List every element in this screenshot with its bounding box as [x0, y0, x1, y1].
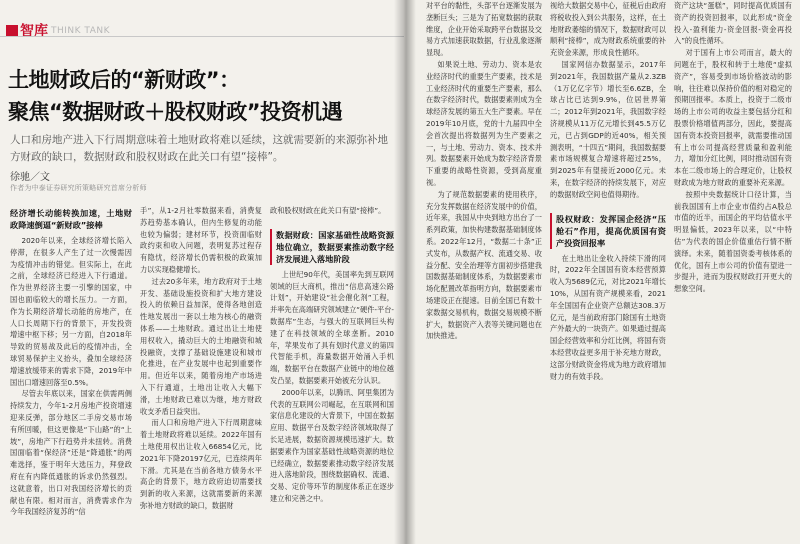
article-title [8, 64, 400, 128]
paragraph: 资产这块“蛋糕”，同时提高优质国有资产的投资回报率，以此形成“资金投入-盈利能力-资金回报-资金再投入”的良性循环。 [674, 1, 792, 46]
paragraph: 上世纪90年代，美国率先到互联网领域的巨大商机，推出“信息高速公路计划”，开始建设“社会催化剂”工程，并率先在高端研究领域建立“硬件-平台-数据库”生态，与强大的互联网巨头构建了在科技领域的全球垄断。2010年，苹果发布了具有划时代意义的第四代智能手机，海量数据开始涌入手机端，数据平台在数据产业链中的地位越发凸显，数据要素开始被充分认识。 [270, 269, 394, 385]
paragraph: 政和股权财政在此关口有望“接棒”。 [270, 206, 386, 215]
left-column-3 [270, 205, 394, 544]
title-line-2: 聚焦“数据财政＋股权财政”投资机遇 [8, 100, 343, 124]
paragraph: 2000年以来，以腾讯、阿里集团为代表的互联网公司崛起，在互联网和国家信息化建设的大背景下，中国在数据应用、数据平台及数字经济领域取得了长足进展，数据资源规模迅速扩大。数据要素作为国家基础性战略资源的地位已经确立，数据要素推动数字经济发展进入落地阶段，围绕数据确权、流通、交易、定价等环节的制度体系正在逐步建立和完善之中。 [270, 387, 394, 503]
paragraph: 对平台的黏性，头部平台逐渐发展为垄断巨头；三是为了拓宽数据的获取维度，企业开始采取跨平台数据及交易方式加速获取数据，行业乱象逐渐显现。 [426, 1, 542, 58]
left-column-1 [10, 205, 132, 544]
section-name-en: THINK TANK [51, 25, 111, 36]
paragraph: 按照中央数据统计口径计算，当前我国国有上市企业市值约占A股总市值的近半，而国企的平均估值水平明显偏低，2023年以来，以“中特估”为代表的国企价值重估行情不断演绎。未来，随着国资委考核体系的优化，国有上市公司的价值有望进一步提升，进而为股权财政打开更大的想象空间。 [674, 189, 792, 294]
subhead: 股权财政：发挥国企经济“压舱石”作用，提高优质国有资产投资回报率 [550, 213, 666, 249]
paragraph: 尽管去年底以来，国家在供需两侧持续发力，今年1-2月房地产投资增速迎来反弹，部分地区二手房交易市场有所回暖，但这更像是“下山路”的“上坡”，房地产下行趋势并未扭转。消费国面临着“保经济”还是“降通胀”的两难选择，鉴于明年大选压力，拜登政府在有内降低通胀的诉求仍然强烈。这就意着，出口对我国经济增长的贡献也有限。相对而言，消费需求作为今年我国经济复苏的“信 [10, 389, 132, 517]
left-column-2 [140, 205, 262, 544]
paragraph: 对于国有上市公司而言，最大的问题在于，股权和转于土地使“虚拟资产”，容易受到市场价格波动的影响，往往难以保持价值的相对稳定的预期回报率。本质上，投资于二级市场的上市公司的收益主要包括分红和股票价格增值两部分，因此，要提高国有资本投资回报率，就需要推动国有上市公司提高经营质量和盈利能力，增加分红比例，同时推动国有资本在二级市场上的合理定价，让股权财政成为地方财政的重要补充来源。 [674, 48, 792, 187]
paragraph: 视给大数据交易中心，征税后由政府将税收投入到公共服务，这样，在土地财政萎缩的情况下，数据财政可以顺利“接棒”，成为财政系统重要的补充资金来源，形成良性循环。 [550, 1, 666, 58]
paragraph: 为了规范数据要素的使用秩序，充分发挥数据在经济发展中的价值，近年来，我国从中央到地方出台了一系列政策，加快构建数据基础制度体系。2022年12月，“数据二十条”正式发布，从数据产权、流通交易、收益分配、安全治理等方面初步搭建我国数据基础制度体系，为数据要素市场化配置改革指明方向，数据要素市场建设正在提速。目前全国已有数十家数据交易机构，数据交易规模不断扩大，数据资产入表等关键问题也在加快推进。 [426, 189, 542, 341]
paragraph: 而人口和房地产进入下行周期意味着土地财政将难以延续。2022年国有土地使用权出让收入66854亿元，比2021年下降20197亿元，已连续两年下滑。尤其是在当前各地方债务水平高企的背景下，地方政府迫切需要找到新的收入来源，这就需要新的来源弥补地方财政的缺口，数据财 [140, 418, 262, 510]
right-page [404, 0, 800, 544]
section-name: 智库 [20, 23, 48, 40]
paragraph: 如果说土地、劳动力、资本是农业经济时代的重要生产要素，技术是工业经济时代的重要生产要素，那么在数字经济时代，数据要素则成为全球经济发展的第五大生产要素。早在2019年10月底，党的十九届四中全会首次提出将数据列为生产要素之一，与土地、劳动力、资本、技术并列。数据要素开始成为数字经济背景下重要的战略性资源，受到高度重视。 [426, 59, 542, 187]
right-column-2 [550, 0, 666, 544]
header-rule [0, 36, 404, 37]
paragraph: 国家网信办数据显示，2017年到2021年，我国数据产量从2.3ZB（1万亿亿字节）增长至6.6ZB，全球占比已达到9.9%，位居世界第二；2012年到2021年，我国数字经济规模从11万亿元增长到45.5万亿元，已占到GDP的近40%，相关预测表明，“十四五”期间，我国数据要素市场规模复合增速将超过25%，到2025年有望接近2000亿元。未来，在数字经济的持续发展下，对应的数据财政空间也值得期待。 [550, 59, 666, 199]
paragraph: 过去20多年来，地方政府对于土地开发、基础设施投资和扩大地方建设投入的依赖日益加深，使得各地创造性地发展出一套以土地为核心的融资体系——土地财政。通过出让土地使用权收入，撬动巨大的土地融资和城投融资，支撑了基础设施建设和城市化推进，在产业发展中也起到重要作用。但近年以来，随着房地产市场进入下行通道，土地出让收入大幅下滑，土地财政已难以为继，地方财政收支矛盾日益突出。 [140, 276, 262, 416]
article-dek: 人口和房地产进入下行周期意味着土地财政将难以延续，这就需要新的来源弥补地方财政的缺口，数据财政和股权财政在此关口有望“接棒”。 [10, 134, 388, 163]
byline: 徐驰／文 [10, 172, 50, 183]
paragraph: 手”，从1-2月社零数据来看，消费复苏趋势基本确认，但内生修复的动能也较为偏弱；建材环节，投资面临财政约束和收入问题，表明复苏过程存有隐忧，经济增长仍需积极的政策加力以实现稳健增长。 [140, 206, 262, 274]
title-line-1: 土地财政后的“新财政”： [8, 68, 240, 92]
right-column-3 [674, 0, 792, 544]
paragraph: 在土地出让金收入持续下滑的同时，2022年全国国有资本经营预算收入为5689亿元，对比2021年增长10%，从国有资产规模来看，2021年全国国有企业资产总额达308.3万亿元，是当前政府部门除国有土地资产外最大的一块资产。如果通过提高国企经营效率和分红比例，将国有资本经营收益更多用于补充地方财政，这部分财政资金将成为地方政府增加财力的有效手段。 [550, 253, 666, 381]
subhead: 经济增长动能转换加速，土地财政降速倒逼“新财政”接棒 [10, 208, 132, 230]
author-note: 作者为中泰证券研究所策略研究首席分析师 [10, 184, 147, 192]
section-marker-icon [6, 25, 18, 37]
paragraph: 2020年以来，全球经济增长陷入停滞，在很多人产生了过一次慢需因为疫情冲击的错觉。但实际上，在此之前，全球经济已经进入下行通道。作为世界经济主要一引擎的国家，中国也面临较大的增长压力。一方面，作为长期经济增长动能的房地产，在人口长周期下行的背景下，开发投资增速中枢下移；另一方面，自2018年导致的贸易战及此后的疫情冲击，全球贸易保护主义抬头，叠加全球经济增速放缓带来的需求下降，2019年中国出口增速回落至0.5%。 [10, 236, 132, 387]
section-tag [6, 20, 110, 41]
right-column-1 [426, 0, 542, 544]
subhead: 数据财政：国家基础性战略资源地位确立，数据要素推动数字经济发展进入落地阶段 [270, 229, 394, 265]
